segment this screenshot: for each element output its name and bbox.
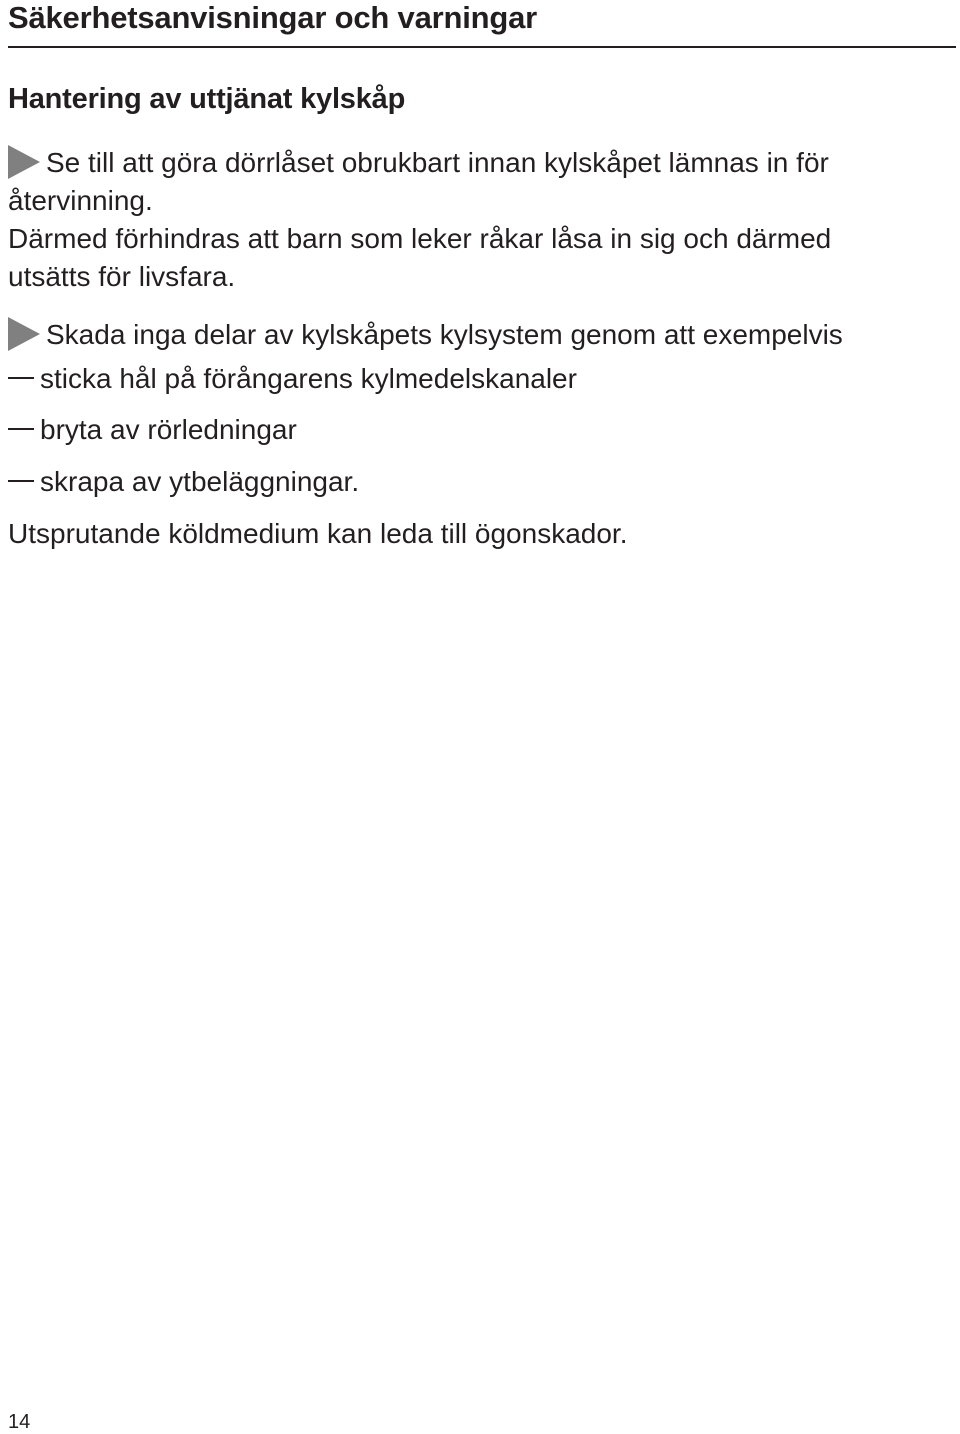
instruction-paragraph-2 [8, 316, 948, 354]
list-item [8, 411, 297, 449]
explanation-line-2 [8, 258, 948, 296]
list-item-text: sticka hål på förångarens kylmedelskanaler [40, 363, 577, 394]
arrow-right-icon [8, 317, 40, 351]
p1-line1: Se till att göra dörrlåset obrukbart innan kylskåpet lämnas in för [46, 147, 829, 178]
list-item-text: bryta av rörledningar [40, 414, 297, 445]
dash-icon [8, 480, 34, 482]
closing-warning [8, 515, 948, 553]
p1-line2: återvinning. [8, 185, 153, 216]
p2-line1: Skada inga delar av kylskåpets kylsystem genom att exempelvis [46, 319, 843, 350]
p1-line3: Därmed förhindras att barn som leker råkar låsa in sig och därmed [8, 223, 832, 254]
list-item [8, 463, 359, 501]
list-item-text: skrapa av ytbeläggningar. [40, 466, 360, 497]
closing-text: Utsprutande köldmedium kan leda till ögonskador. [8, 518, 628, 549]
instruction-paragraph-1 [8, 144, 948, 182]
page-number: 14 [8, 1411, 31, 1433]
list-item [8, 360, 577, 398]
dash-icon [8, 428, 34, 430]
page-title: Säkerhetsanvisningar och varningar [8, 0, 538, 35]
p1-line4: utsätts för livsfara. [8, 261, 236, 292]
explanation-line-1 [8, 220, 948, 258]
dash-icon [8, 377, 34, 379]
arrow-right-icon [8, 145, 40, 179]
instruction-paragraph-1-cont [8, 182, 948, 220]
section-title: Hantering av uttjänat kylskåp [8, 83, 406, 115]
page-header [8, 0, 956, 48]
